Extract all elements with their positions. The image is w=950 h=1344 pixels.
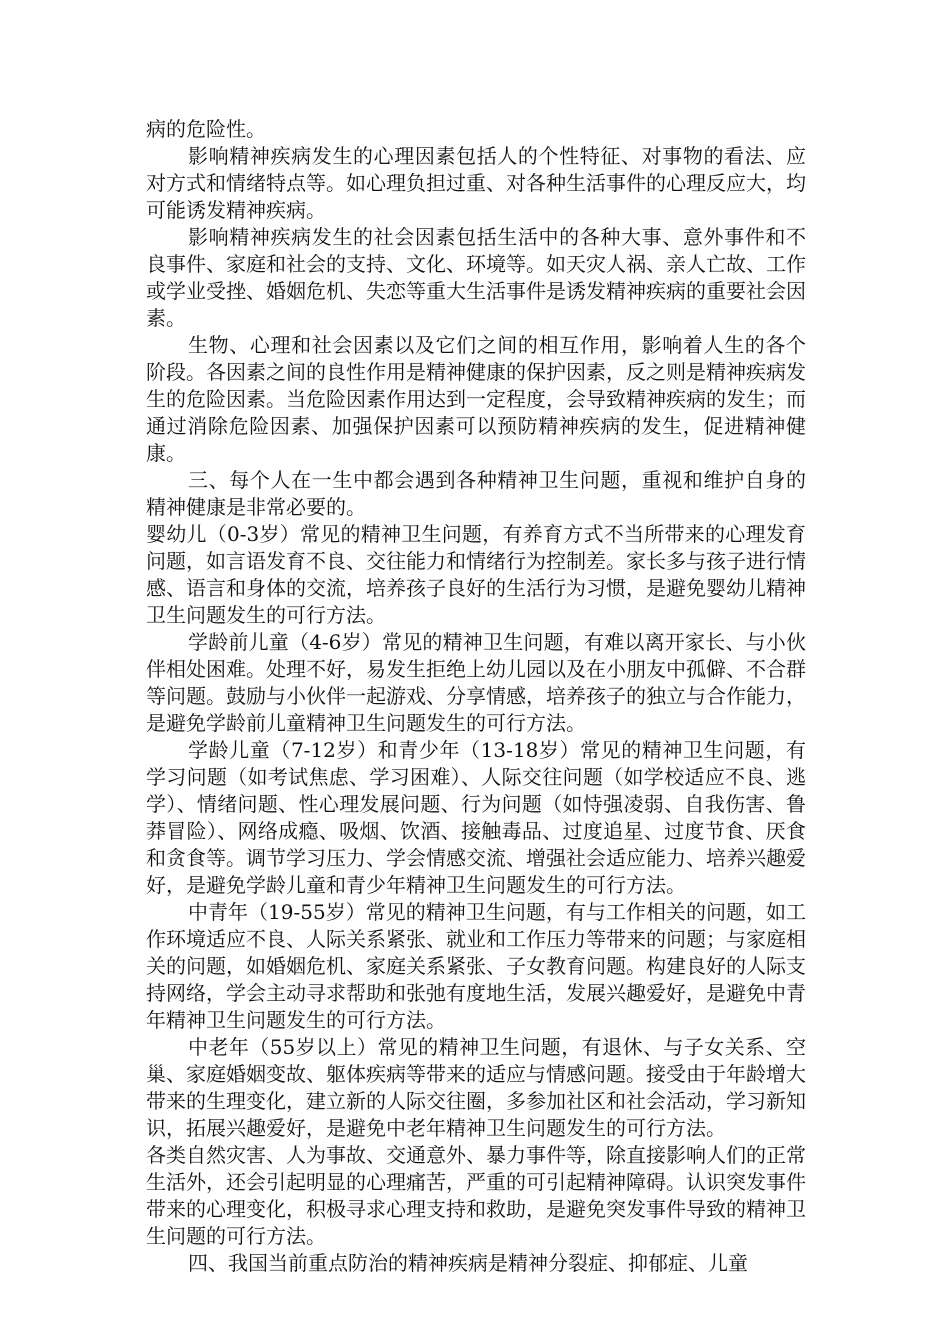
paragraph-school-age: 学龄儿童（7-12岁）和青少年（13-18岁）常见的精神卫生问题，有学习问题（如考试焦虑、学习困难）、人际交往问题（如学校适应不良、逃学）、情绪问题、性心理发展问题、行为问题（如恃强凌弱、自我伤害、鲁莽冒险）、网络成瘾、吸烟、饮酒、接触毒品、过度追星、过度节食、厌食和贪食等。调节学习压力、学会情感交流、增强社会适应能力、培养兴趣爱好，是避免学龄儿童和青少年精神卫生问题发生的可行方法。: [146, 738, 806, 897]
document-body: [146, 116, 806, 1277]
paragraph-3: 影响精神疾病发生的社会因素包括生活中的各种大事、意外事件和不良事件、家庭和社会的支持、文化、环境等。如天灾人祸、亲人亡故、工作或学业受挫、婚姻危机、失恋等重大生活事件是诱发精神疾病的重要社会因素。: [146, 225, 806, 330]
section-heading-4: 四、我国当前重点防治的精神疾病是精神分裂症、抑郁症、儿童: [188, 1251, 748, 1275]
paragraph-preschool: 学龄前儿童（4-6岁）常见的精神卫生问题，有难以离开家长、与小伙伴相处困难。处理不好，易发生拒绝上幼儿园以及在小朋友中孤僻、不合群等问题。鼓励与小伙伴一起游戏、分享情感，培养孩子的独立与合作能力，是避免学龄前儿童精神卫生问题发生的可行方法。: [146, 630, 806, 735]
paragraph-2: 影响精神疾病发生的心理因素包括人的个性特征、对事物的看法、应对方式和情绪特点等。如心理负担过重、对各种生活事件的心理反应大，均可能诱发精神疾病。: [146, 144, 806, 222]
section-heading-3: 三、每个人在一生中都会遇到各种精神卫生问题，重视和维护自身的精神健康是非常必要的。: [146, 468, 806, 519]
paragraph-4: 生物、心理和社会因素以及它们之间的相互作用，影响着人生的各个阶段。各因素之间的良性作用是精神健康的保护因素，反之则是精神疾病发生的危险因素。当危险因素作用达到一定程度，会导致精神疾病的发生；而通过消除危险因素、加强保护因素可以预防精神疾病的发生，促进精神健康。: [146, 333, 806, 465]
paragraph-infants: 婴幼儿（0-3岁）常见的精神卫生问题，有养育方式不当所带来的心理发育问题，如言语发育不良、交往能力和情绪行为控制差。家长多与孩子进行情感、语言和身体的交流，培养孩子良好的生活行为习惯，是避免婴幼儿精神卫生问题发生的可行方法。: [146, 522, 806, 627]
paragraph-emergencies: 各类自然灾害、人为事故、交通意外、暴力事件等，除直接影响人们的正常生活外，还会引起明显的心理痛苦，严重的可引起精神障碍。认识突发事件带来的心理变化，积极寻求心理支持和救助，是避免突发事件导致的精神卫生问题的可行方法。: [146, 1143, 806, 1248]
paragraph-1: 病的危险性。: [146, 117, 266, 141]
paragraph-young-adult: 中青年（19-55岁）常见的精神卫生问题，有与工作相关的问题，如工作环境适应不良、人际关系紧张、就业和工作压力等带来的问题；与家庭相关的问题，如婚姻危机、家庭关系紧张、子女教育问题。构建良好的人际支持网络，学会主动寻求帮助和张弛有度地生活，发展兴趣爱好，是避免中青年精神卫生问题发生的可行方法。: [146, 900, 806, 1032]
paragraph-elderly: 中老年（55岁以上）常见的精神卫生问题，有退休、与子女关系、空巢、家庭婚姻变故、躯体疾病等带来的适应与情感问题。接受由于年龄增大带来的生理变化，建立新的人际交往圈，多参加社区和社会活动，学习新知识，拓展兴趣爱好，是避免中老年精神卫生问题发生的可行方法。: [146, 1035, 806, 1140]
